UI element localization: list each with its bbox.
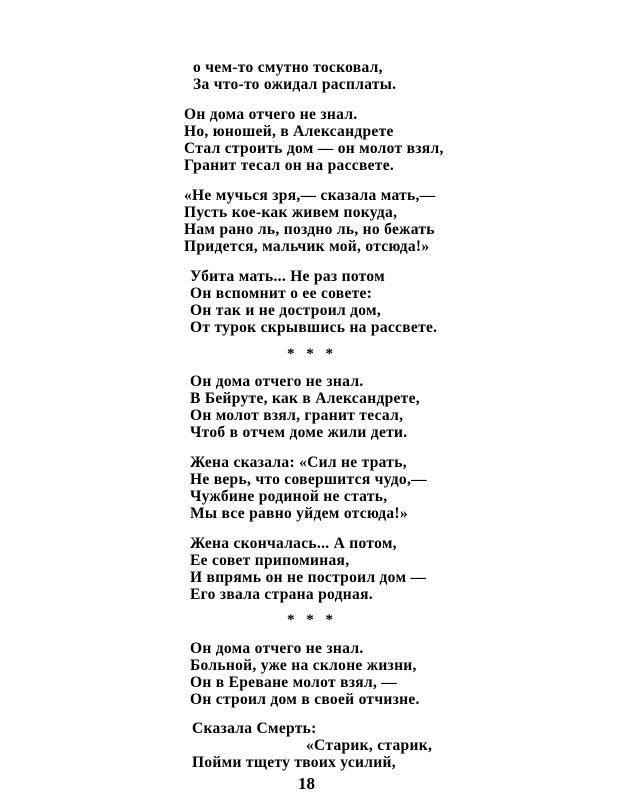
- poem-line: «Старик, старик,: [306, 737, 433, 754]
- poem-line: Ее совет припоминая,: [190, 552, 350, 569]
- poem-line: И впрямь он не построил дом —: [190, 569, 427, 586]
- poem-line: о чем-то смутно тосковал,: [193, 59, 383, 76]
- poem-line: Жена сказала: «Сил не трать,: [190, 454, 407, 471]
- poem-line: Его звала страна родная.: [190, 586, 373, 603]
- poem-line: От турок скрывшись на рассвете.: [190, 319, 438, 336]
- poem-line: Он дома отчего не знал.: [184, 106, 358, 123]
- poem-line: Пусть кое-как живем покуда,: [184, 204, 398, 221]
- poem-line: Он в Ереване молот взял, —: [190, 674, 398, 691]
- poem-line: Он дома отчего не знал.: [190, 373, 364, 390]
- poem-line: Больной, уже на склоне жизни,: [190, 657, 417, 674]
- poem-line: Он строил дом в своей отчизне.: [190, 691, 420, 708]
- poem-line: Чужбине родиной не стать,: [190, 488, 388, 505]
- poem-line: Нам рано ль, поздно ль, но бежать: [184, 221, 435, 238]
- poem-line: Сказала Смерть:: [192, 720, 317, 737]
- poem-line: Стал строить дом — он молот взял,: [184, 140, 444, 157]
- poem-line: «Не мучься зря,— сказала мать,—: [184, 187, 436, 204]
- poem-line: Гранит тесал он на рассвете.: [184, 157, 395, 174]
- poem-line: Пойми тщету твоих усилий,: [192, 754, 396, 771]
- poem-line: За что-то ожидал расплаты.: [193, 76, 397, 93]
- poem-line: Но, юношей, в Александрете: [184, 123, 394, 140]
- poem-line: Он вспомнит о ее совете:: [190, 285, 373, 302]
- poem-line: Придется, мальчик мой, отсюда!»: [184, 238, 430, 255]
- poem-line: Мы все равно уйдем отсюда!»: [190, 505, 408, 522]
- poem-line: Жена скончалась... А потом,: [190, 535, 397, 552]
- poem-line: Он молот взял, гранит тесал,: [190, 407, 404, 424]
- poem-line: В Бейруте, как в Александрете,: [190, 390, 420, 407]
- poem-line: Убита мать... Не раз потом: [190, 268, 385, 285]
- page-number: 18: [298, 774, 315, 793]
- poem-line: Он дома отчего не знал.: [190, 640, 364, 657]
- poem-line: Не верь, что совершится чудо,—: [190, 471, 427, 488]
- section-separator: * * *: [287, 612, 337, 628]
- section-separator: * * *: [287, 346, 337, 362]
- poem-line: Он так и не достроил дом,: [190, 302, 382, 319]
- poem-line: Чтоб в отчем доме жили дети.: [190, 424, 408, 441]
